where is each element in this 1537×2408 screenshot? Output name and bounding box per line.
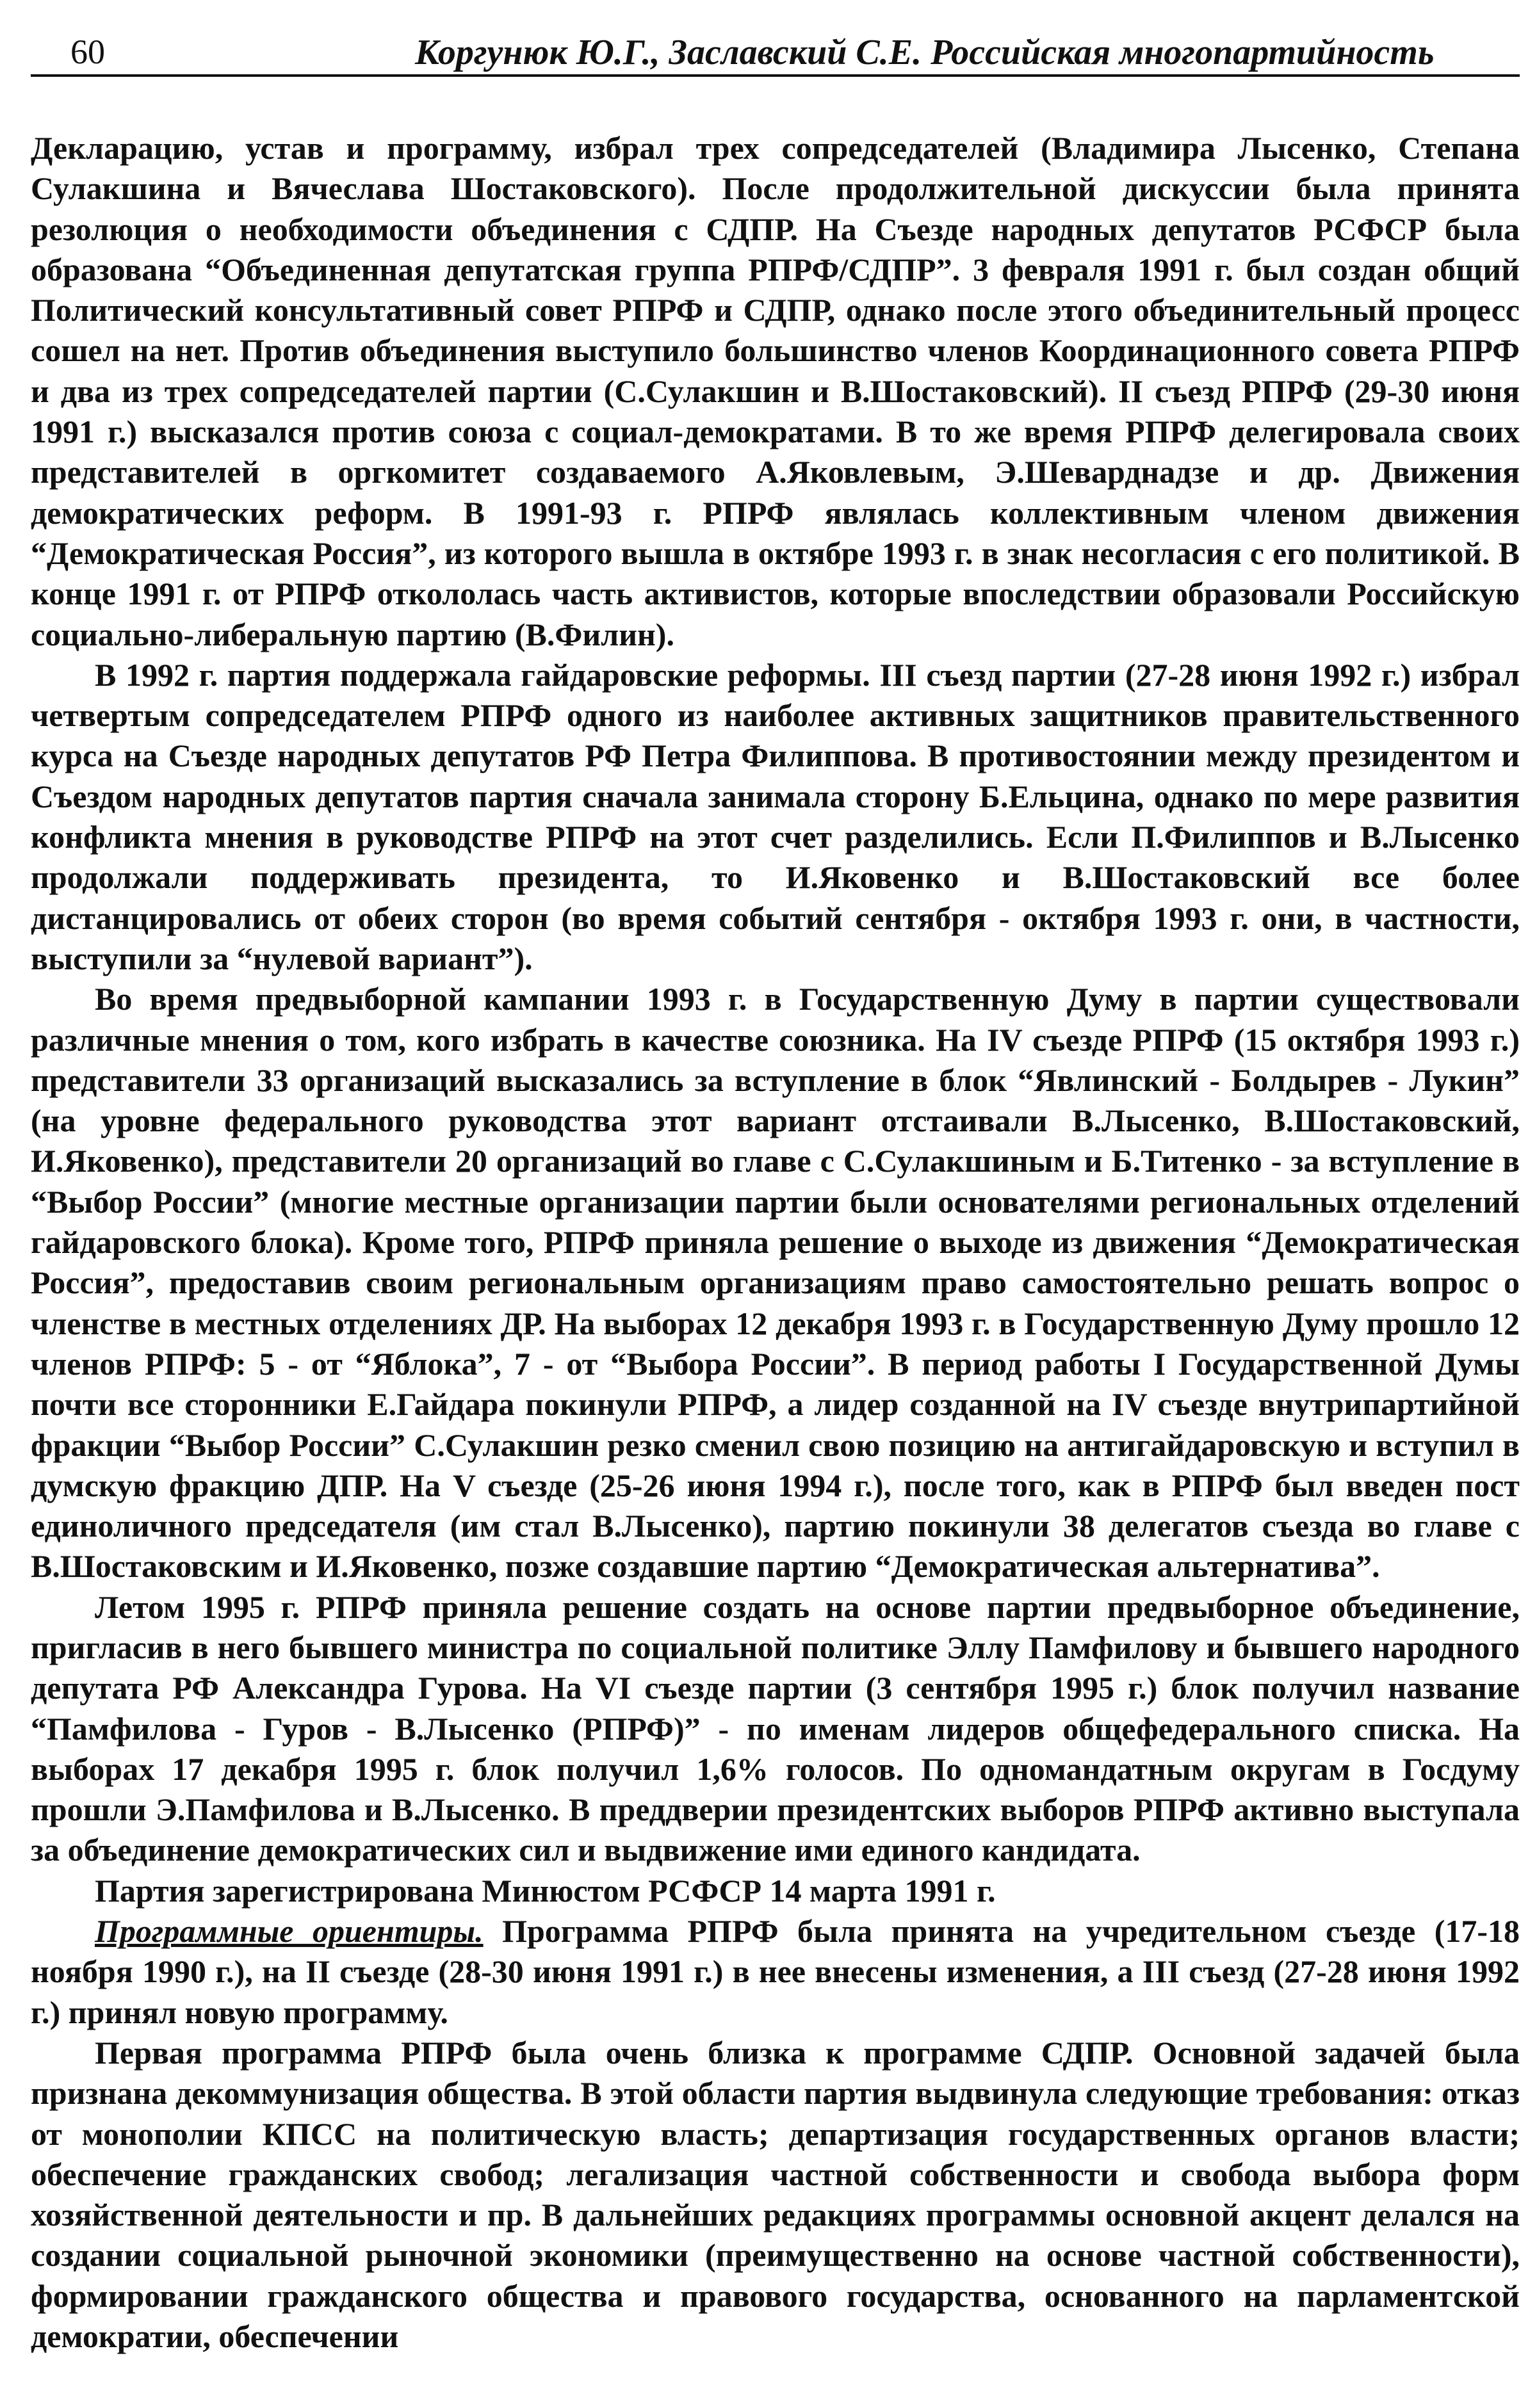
paragraph: Декларацию, устав и программу, избрал трех сопредседателей (Владимира Лысенко, Степана Сулакшина и Вячеслава Шостаковского). После продолжительной дискуссии была принята резолюция о необходимости объединения с СДПР. На Съезде народных депутатов РСФСР была образована “Объединенная депутатская группа РПРФ/СДПР”. 3 февраля 1991 г. был создан общий Политический консультативный совет РПРФ и СДПР, однако после этого объединительный процесс сошел на нет. Против объединения выступило большинство членов Координационного совета РПРФ и два из трех сопредседателей партии (С.Сулакшин и В.Шостаковский). II съезд РПРФ (29-30 июня 1991 г.) высказался против союза с социал-демократами. В то же время РПРФ делегировала своих представителей в оргкомитет создаваемого А.Яковлевым, Э.Шеварднадзе и др. Движения демократических реформ. В 1991-93 г. РПРФ являлась коллективным членом движения “Демократическая Россия”, из которого вышла в октябре 1993 г. в знак несогласия с его политикой. В конце 1991 г. от РПРФ откололась часть активистов, которые впоследствии образовали Российскую социально-либеральную партию (В.Филин). xyxy=(31,130,1520,652)
page-number: 60 xyxy=(70,33,105,71)
paragraph: В 1992 г. партия поддержала гайдаровские реформы. III съезд партии (27-28 июня 1992 г.) избрал четвертым сопредседателем РПРФ одного из наиболее активных защитников правительственного курса на Съезде народных депутатов РФ Петра Филиппова. В противостоянии между президентом и Съездом народных депутатов партия сначала занимала сторону Б.Ельцина, однако по мере развития конфликта мнения в руководстве РПРФ на этот счет разделились. Если П.Филиппов и В.Лысенко продолжали поддерживать президента, то И.Яковенко и В.Шостаковский все более дистанцировались от обеих сторон (во время событий сентября - октября 1993 г. они, в частности, выступили за “нулевой вариант”). xyxy=(31,656,1520,976)
paragraph: Во время предвыборной кампании 1993 г. в Государственную Думу в партии существовали различные мнения о том, кого избрать в качестве союзника. На IV съезде РПРФ (15 октября 1993 г.) представители 33 организаций высказались за вступление в блок “Явлинский - Болдырев - Лукин” (на уровне федерального руководства этот вариант отстаивали В.Лысенко, В.Шостаковский, И.Яковенко), представители 20 организаций во главе с С.Сулакшиным и Б.Титенко - за вступление в “Выбор России” (многие местные организации партии были основателями региональных отделений гайдаровского блока). Кроме того, РПРФ приняла решение о выходе из движения “Демократическая Россия”, предоставив своим региональным организациям право самостоятельно решать вопрос о членстве в местных отделениях ДР. На выборах 12 декабря 1993 г. в Государственную Думу прошло 12 членов РПРФ: 5 - от “Яблока”, 7 - от “Выбора России”. В период работы I Государственной Думы почти все сторонники Е.Гайдара покинули РПРФ, а лидер созданной на IV съезде внутрипартийной фракции “Выбор России” С.Сулакшин резко сменил свою позицию на антигайдаровскую и вступил в думскую фракцию ДПР. На V съезде (25-26 июня 1994 г.), после того, как в РПРФ был введен пост единоличного председателя (им стал В.Лысенко), партию покинули 38 делегатов съезда во главе с В.Шостаковским и И.Яковенко, позже создавшие партию “Демократическая альтернатива”. xyxy=(31,981,1520,1585)
registration-note: Партия зарегистрирована Минюстом РСФСР 14 марта 1991 г. xyxy=(95,1872,996,1909)
paragraph: Первая программа РПРФ была очень близка к программе СДПР. Основной задачей была признана декоммунизация общества. В этой области партия выдвинула следующие требования: отказ от монополии КПСС на политическую власть; департизация государственных органов власти; обеспечение гражданских свобод; легализация частной собственности и свобода выбора форм хозяйственной деятельности и пр. В дальнейших редакциях программы основной акцент делался на создании социальной рыночной экономики (преимущественно на основе частной собственности), формировании гражданского общества и правового государства, основанного на парламентской демократии, обеспечении xyxy=(31,2034,1520,2355)
paragraph: Летом 1995 г. РПРФ приняла решение создать на основе партии предвыборное объединение, пригласив в него бывшего министра по социальной политике Эллу Памфилову и бывшего народного депутата РФ Александра Гурова. На VI съезде партии (3 сентября 1995 г.) блок получил название “Памфилова - Гуров - В.Лысенко (РПРФ)” - по именам лидеров общефедерального списка. На выборах 17 декабря 1995 г. блок получил 1,6% голосов. По одномандатным округам в Госдуму прошли Э.Памфилова и В.Лысенко. В преддверии президентских выборов РПРФ активно выступала за объединение демократических сил и выдвижение ими единого кандидата. xyxy=(31,1588,1520,1868)
section-lead: Программные ориентиры. xyxy=(95,1913,484,1950)
program-text: Программа РПРФ была принята на учредительном съезде (17-18 ноября 1990 г.), на II съезде (28-30 июня 1991 г.) в нее внесены изменения, а III съезд (27-28 июня 1992 г.) принял новую программу. xyxy=(31,1913,1520,2030)
program-paragraph xyxy=(31,1911,1520,2033)
page-header xyxy=(31,23,1520,77)
page-body xyxy=(31,128,1520,2388)
running-title: Коргунюк Ю.Г., Заславский С.Е. Российская многопартийность xyxy=(415,33,1435,72)
